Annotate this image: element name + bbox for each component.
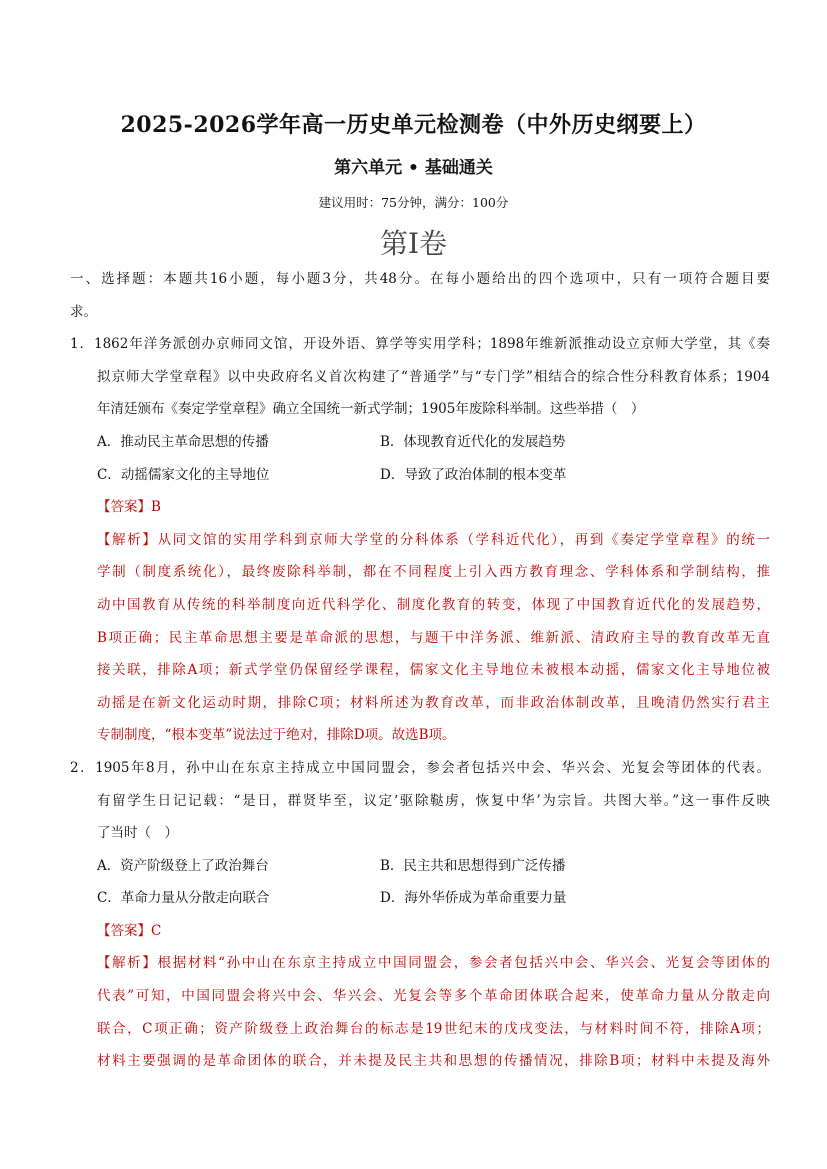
document-title: 2025-2026学年高一历史单元检测卷（中外历史纲要上）: [120, 112, 707, 138]
exam-info: 建议用时：75分钟，满分：100分: [318, 195, 509, 210]
question-1-options-row: [70, 459, 770, 492]
question-2-analysis: 【解析】根据材料“孙中山在东京主持成立中国同盟会，参会者包括兴中会、华兴会、光复会等团体的: [97, 955, 770, 972]
option-c: C．革命力量从分散走向联合: [97, 890, 270, 907]
option-d: D．导致了政治体制的根本变革: [380, 466, 567, 483]
question-1-analysis: 专制制度，“根本变革”说法过于绝对，排除D项。故选B项。: [97, 727, 456, 744]
question-1-analysis: 动中国教育从传统的科举制度向近代科学化、制度化教育的转变，体现了中国教育近代化的发展趋势，: [97, 596, 770, 613]
volume-heading: 第Ⅰ卷: [379, 227, 448, 260]
section-instructions-cont: 求。: [70, 303, 97, 320]
option-c: C．动摇儒家文化的主导地位: [97, 466, 270, 483]
option-b: B．体现教育近代化的发展趋势: [380, 433, 566, 450]
question-2-analysis: 代表”可知，中国同盟会将兴中会、华兴会、光复会等多个革命团体联合起来，使革命力量从分散走向: [97, 988, 770, 1005]
question-2-analysis: 联合，C项正确；资产阶级登上政治舞台的标志是19世纪末的戊戌变法，与材料时间不符，排除A项；: [97, 1020, 770, 1037]
question-2-analysis: 材料主要强调的是革命团体的联合，并未提及民主共和思想的传播情况，排除B项；材料中未提及海外: [97, 1053, 770, 1070]
question-1-stem: 1．1862年洋务派创办京师同文馆，开设外语、算学等实用学科；1898年维新派推动设立京师大学堂，其《奏: [70, 336, 770, 353]
question-2-stem: 2．1905年8月，孙中山在东京主持成立中国同盟会，参会者包括兴中会、华兴会、光复会等团体的代表。: [70, 759, 770, 776]
question-2-stem: 有留学生日记记载：“是日，群贤毕至，议定‘驱除鞑虏，恢复中华’为宗旨。共图大举。”这一事件反映: [97, 792, 770, 809]
question-1-analysis: 【解析】从同文馆的实用学科到京师大学堂的分科体系（学科近代化），再到《奏定学堂章程》的统一: [97, 531, 770, 548]
question-1-answer: 【答案】B: [97, 499, 161, 516]
question-2-answer: 【答案】C: [97, 922, 162, 939]
question-1-analysis: B项正确；民主革命思想主要是革命派的思想，与题干中洋务派、维新派、清政府主导的教育改革无直: [97, 629, 770, 646]
option-a: A．推动民主革命思想的传播: [97, 433, 269, 450]
option-a: A．资产阶级登上了政治舞台: [97, 857, 269, 874]
question-1-stem: 年清廷颁布《奏定学堂章程》确立全国统一新式学制；1905年废除科举制。这些举措（ ）: [97, 401, 645, 418]
question-1-options-row: [70, 426, 770, 459]
document-subtitle: 第六单元 • 基础通关: [334, 158, 493, 178]
question-1-analysis: 学制（制度系统化），最终废除科举制，都在不同程度上引入西方教育理念、学科体系和学制结构，推: [97, 564, 770, 581]
question-2-options-row: [70, 882, 770, 915]
question-1-analysis: 动摇是在新文化运动时期，排除C项；材料所述为教育改革，而非政治体制改革，且晚清仍然实行君主: [97, 694, 770, 711]
option-b: B．民主共和思想得到广泛传播: [380, 857, 566, 874]
section-instructions: 一、选择题：本题共16小题，每小题3分，共48分。在每小题给出的四个选项中，只有一项符合题目要: [70, 271, 770, 287]
document-body: [70, 263, 770, 1078]
question-1-analysis: 接关联，排除A项；新式学堂仍保留经学课程，儒家文化主导地位未被根本动摇，儒家文化主导地位被: [97, 662, 770, 679]
question-2-options-row: [70, 850, 770, 883]
option-d: D．海外华侨成为革命重要力量: [380, 890, 567, 907]
question-1-stem: 拟京师大学堂章程》以中央政府名义首次构建了“普通学”与“专门学”相结合的综合性分科教育体系；1904: [97, 368, 770, 385]
question-2-stem: 了当时（ ）: [97, 825, 178, 842]
